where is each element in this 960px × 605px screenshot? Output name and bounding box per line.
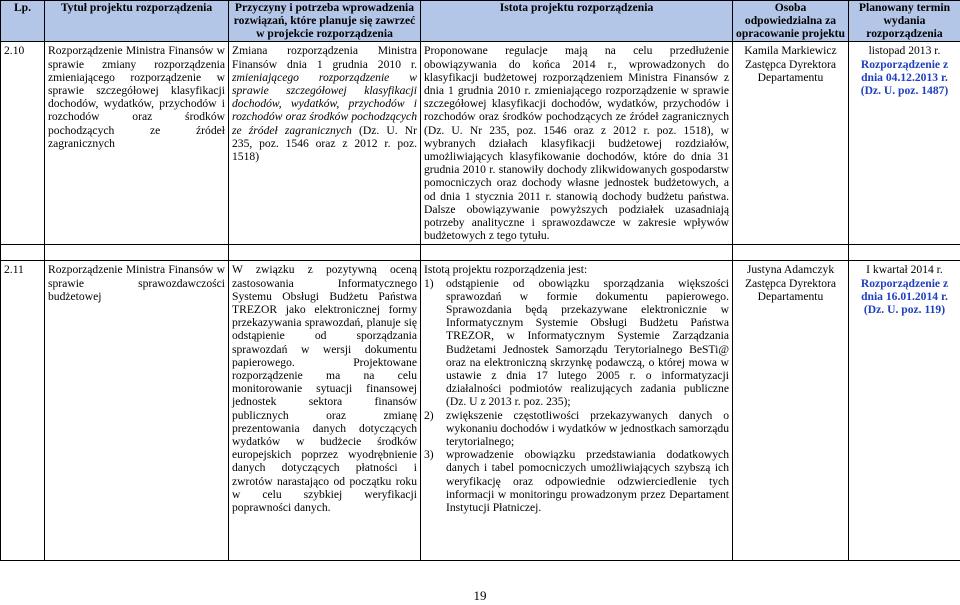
- list-item: [424, 277, 729, 409]
- date-plain: I kwartał 2014 r.: [866, 263, 943, 277]
- header-person: Osoba odpowiedzialna za opracowanie projektu: [733, 1, 849, 42]
- list-item-number: 2): [424, 408, 434, 422]
- row-reasons: [229, 42, 421, 245]
- row-person: Kamila Markiewicz Zastępca Dyrektora Departamentu: [733, 42, 849, 245]
- header-essence: Istota projektu rozporządzenia: [421, 1, 733, 42]
- row-essence: Proponowane regulacje mają na celu przedłużenie obowiązywania do końca 2014 r., wprowadzonych do klasyfikacji budżetowej rozporządzeniem Ministra Finansów z dnia 1 grudnia 2010 r. zmieniającego rozporządzenie w sprawie szczegółowej klasyfikacji dochodów, wydatków, przychodów i rozchodów oraz środków pochodzących ze źródeł zagranicznych (Dz. U. Nr 235, poz. 1546 oraz z 2012 r. poz. 1518), w wybranych działach klasyfikacji budżetowej rozdziałów, umożliwiających klasyfikowanie dochodów, które do dnia 31 grudnia 2010 r. stanowiły dochody zlikwidowanych gospodarstw pomocniczych oraz dochody własne jednostek budżetowych, a od dnia 1 stycznia 2011 r. stanowią dochody budżetu państwa. Dalsze obowiązywanie powyższych podziałek uzasadniają potrzeby analityczne i sprawozdawcze w zakresie wpływów budżetowych z tego tytułu.: [421, 42, 733, 245]
- date-regulation: Rozporządzenie z dnia 04.12.2013 r. (Dz. U. poz. 1487): [860, 57, 949, 97]
- row-title: Rozporządzenie Ministra Finansów w sprawie sprawozdawczości budżetowej: [45, 261, 229, 561]
- page-number: 19: [473, 588, 487, 603]
- date-regulation: Rozporządzenie z dnia 16.01.2014 r. (Dz. U. poz. 119): [860, 276, 949, 317]
- essence-list: [424, 277, 729, 515]
- list-item-text: odstąpienie od obowiązku sporządzania większości sprawozdań w formie dokumentu papierowego. Sprawozdania będą przekazywane elektronicznie w Informatycznym Systemie Obsługi Budżetu Państwa TREZOR, w Informatycznym Systemie Zarządzania Budżetami Jednostek Samorządu Terytorialnego BeSTi@ oraz na elektroniczną skrzynkę podawczą, o której mowa w ustawie z dnia 17 lutego 2005 r. o informatyzacji działalności podmiotów realizujących zadania publiczne (Dz. U z 2013 r. poz. 235);: [446, 276, 729, 409]
- reasons-part-c: (Dz. U. Nr 235, poz. 1546 oraz z 2012 r. poz. 1518): [232, 123, 417, 164]
- list-item: [424, 409, 729, 449]
- row-gap: [1, 245, 960, 261]
- list-item-number: 3): [424, 448, 434, 462]
- list-item-text: wprowadzenie obowiązku przedstawiania dodatkowych danych i tabel pomocniczych umożliwiających szybszą ich weryfikację oraz odpowiednie odzwierciedlenie tych informacji w monitoringu prowadzonym przez Departament Instytucji Płatniczej.: [446, 448, 729, 515]
- row-date: [849, 42, 960, 245]
- header-title: Tytuł projektu rozporządzenia: [45, 1, 229, 42]
- row-reasons: W związku z pozytywną oceną zastosowania Informatycznego Systemu Obsługi Budżetu Państwa TREZOR jako elektronicznej formy przekazywania sprawozdań, planuje się odstąpienie od sporządzania sprawozdań w wersji dokumentu papierowego. Projektowane rozporządzenie ma na celu monitorowanie sytuacji finansowej jednostek sektora finansów publicznych oraz zmianę prezentowania danych dotyczących wydatków w budżecie środków europejskich poprzez wyodrębnienie danych dotyczących płatności i zwrotów narastająco od początku roku w celu szybkiej weryfikacji poprawności danych.: [229, 261, 421, 561]
- row-person: Justyna Adamczyk Zastępca Dyrektora Departamentu: [733, 261, 849, 561]
- row-lp: 2.11: [1, 261, 45, 561]
- essence-intro: Istotą projektu rozporządzenia jest:: [424, 263, 588, 277]
- date-plain: listopad 2013 r.: [868, 44, 941, 58]
- row-date: [849, 261, 960, 561]
- reasons-part-b: zmieniającego rozporządzenie w sprawie szczegółowej klasyfikacji dochodów, wydatków, przychodów i rozchodów oraz środków pochodzących ze źródeł zagranicznych: [232, 70, 417, 137]
- reasons-part-a: Zmiana rozporządzenia Ministra Finansów dnia 1 grudnia 2010 r.: [232, 44, 417, 71]
- list-item: [424, 448, 729, 514]
- header-row: [1, 1, 960, 42]
- table-row: [1, 261, 960, 561]
- list-item-text: zwiększenie częstotliwości przekazywanych danych o wykonaniu dochodów i wydatków w jednostkach samorządu terytorialnego;: [446, 408, 729, 449]
- row-essence: [421, 261, 733, 561]
- header-date: Planowany termin wydania rozporządzenia: [849, 1, 960, 42]
- header-reasons: Przyczyny i potrzeba wprowadzenia rozwiązań, które planuje się zawrzeć w projekcie rozporządzenia: [229, 1, 421, 42]
- row-lp: 2.10: [1, 42, 45, 245]
- list-item-number: 1): [424, 276, 434, 290]
- header-lp: Lp.: [1, 1, 45, 42]
- table-row: [1, 42, 960, 245]
- row-title: Rozporządzenie Ministra Finansów w sprawie zmiany rozporządzenia zmieniającego rozporządzenie w sprawie szczegółowej klasyfikacji dochodów, wydatków, przychodów i rozchodów oraz środków pochodzących ze źródeł zagranicznych: [45, 42, 229, 245]
